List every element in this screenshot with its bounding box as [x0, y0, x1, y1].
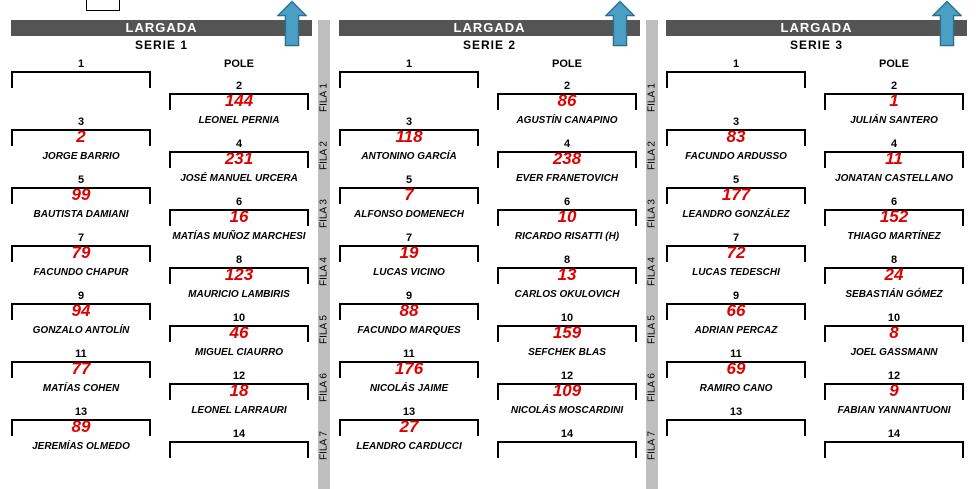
grid-position-label: 2: [235, 80, 243, 92]
fila-label-text: FILA 1: [646, 83, 658, 112]
car-number: 89: [71, 417, 91, 436]
driver-name: JORGE BARRIO: [42, 151, 120, 162]
car-number: 159: [552, 323, 582, 342]
grid-position-label: 3: [732, 116, 740, 128]
driver-name: FACUNDO MARQUES: [357, 325, 461, 336]
grid-position-label: 5: [77, 174, 85, 186]
grid-position-label: 2: [890, 80, 898, 92]
car-number: 66: [726, 301, 746, 320]
grid-slot: [169, 441, 309, 458]
car-number: 72: [726, 243, 746, 262]
grid-position-label: 3: [77, 116, 85, 128]
largada-header: LARGADA: [339, 20, 640, 36]
grid-position-label: 8: [563, 254, 571, 266]
driver-name: MIGUEL CIAURRO: [194, 347, 284, 358]
car-number: 69: [726, 359, 746, 378]
serie-1: [11, 0, 323, 489]
driver-name: JOEL GASSMANN: [850, 347, 938, 358]
car-number: 16: [229, 207, 249, 226]
fila-label-text: FILA 3: [318, 199, 330, 228]
serie-title: SERIE 2: [462, 38, 517, 52]
car-number: 94: [71, 301, 91, 320]
car-number: 83: [726, 127, 746, 146]
fila-label-text: FILA 5: [318, 315, 330, 344]
grid-position-label: 7: [77, 232, 85, 244]
fila-label-text: FILA 6: [318, 373, 330, 402]
driver-name: GONZALO ANTOLÍN: [32, 325, 130, 336]
grid-position-label: 11: [403, 348, 415, 360]
car-number: 79: [71, 243, 91, 262]
grid-position-label: 1: [732, 58, 740, 70]
driver-name: LEANDRO CARDUCCI: [356, 441, 462, 452]
serie-title: SERIE 1: [134, 38, 189, 52]
grid-position-label: 12: [887, 370, 901, 382]
car-number: 99: [71, 185, 91, 204]
car-number: 1: [889, 91, 899, 110]
grid-position-label: 6: [890, 196, 898, 208]
grid-slot: [497, 441, 637, 458]
car-number: 13: [557, 265, 577, 284]
fila-label: [646, 315, 658, 344]
fila-label: [646, 257, 658, 286]
grid-position-label: 4: [563, 138, 571, 150]
driver-name: ALFONSO DOMENECH: [354, 209, 464, 220]
driver-name: JOSÉ MANUEL URCERA: [180, 173, 298, 184]
grid-position-label: 13: [74, 406, 88, 418]
car-number: 231: [224, 149, 254, 168]
grid-position-label: 14: [560, 428, 574, 440]
fila-label-text: FILA 7: [646, 431, 658, 460]
car-number: 238: [552, 149, 582, 168]
fila-label-text: FILA 7: [318, 431, 330, 460]
grid-position-label: 6: [235, 196, 243, 208]
grid-position-label: 6: [563, 196, 571, 208]
up-arrow-icon: [277, 0, 307, 48]
car-number: 24: [884, 265, 904, 284]
driver-name: LEONEL LARRAURI: [191, 405, 287, 416]
grid-position-label: 1: [405, 58, 413, 70]
fila-label: [318, 315, 330, 344]
driver-name: JULIÁN SANTERO: [850, 115, 938, 126]
grid-position-label: 8: [890, 254, 898, 266]
car-number: 9: [889, 381, 899, 400]
grid-position-label: 14: [887, 428, 901, 440]
driver-name: LUCAS VICINO: [373, 267, 445, 278]
grid-slot: [339, 71, 479, 88]
grid-position-label: 12: [560, 370, 574, 382]
fila-label: [318, 83, 330, 112]
serie-title: SERIE 3: [789, 38, 844, 52]
fila-label: [646, 431, 658, 460]
fila-label-text: FILA 3: [646, 199, 658, 228]
fila-label-text: FILA 6: [646, 373, 658, 402]
pole-label: POLE: [552, 58, 582, 70]
fila-label: [318, 431, 330, 460]
car-number: 18: [229, 381, 249, 400]
driver-name: THIAGO MARTÍNEZ: [847, 231, 941, 242]
driver-name: SEBASTIÁN GÓMEZ: [845, 289, 943, 300]
car-number: 118: [395, 127, 423, 146]
grid-position-label: 7: [732, 232, 740, 244]
driver-name: RICARDO RISATTI (H): [514, 231, 620, 242]
grid-position-label: 11: [730, 348, 742, 360]
driver-name: LUCAS TEDESCHI: [692, 267, 780, 278]
serie-2: [339, 0, 651, 489]
grid-position-label: 13: [729, 406, 743, 418]
grid-position-label: 8: [235, 254, 243, 266]
car-number: 123: [224, 265, 254, 284]
fila-label: [318, 257, 330, 286]
car-number: 19: [399, 243, 419, 262]
car-number: 7: [404, 185, 414, 204]
car-number: 27: [399, 417, 419, 436]
grid-position-label: 10: [560, 312, 574, 324]
car-number: 46: [229, 323, 249, 342]
driver-name: ANTONINO GARCÍA: [361, 151, 457, 162]
serie-3: [666, 0, 976, 489]
up-arrow-icon: [932, 0, 962, 48]
car-number: 177: [721, 185, 751, 204]
grid-position-label: 13: [402, 406, 416, 418]
car-number: 10: [557, 207, 577, 226]
fila-label: [646, 83, 658, 112]
up-arrow-icon: [605, 0, 635, 48]
driver-name: NICOLÁS JAIME: [369, 383, 449, 394]
fila-label-text: FILA 5: [646, 315, 658, 344]
grid-position-label: 9: [732, 290, 740, 302]
car-number: 152: [879, 207, 909, 226]
driver-name: MAURICIO LAMBIRIS: [188, 289, 290, 300]
fila-label-text: FILA 4: [318, 257, 330, 286]
pole-label: POLE: [224, 58, 254, 70]
grid-position-label: 5: [405, 174, 413, 186]
grid-slot: [666, 71, 806, 88]
driver-name: SEFCHEK BLAS: [528, 347, 606, 358]
driver-name: LEONEL PERNIA: [198, 115, 280, 126]
fila-label: [318, 141, 330, 170]
driver-name: JONATAN CASTELLANO: [835, 173, 953, 184]
driver-name: MATÍAS COHEN: [42, 383, 120, 394]
driver-name: FABIAN YANNANTUONI: [837, 405, 951, 416]
grid-position-label: 9: [405, 290, 413, 302]
driver-name: BAUTISTA DAMIANI: [33, 209, 129, 220]
grid-slot: [824, 441, 964, 458]
largada-header: LARGADA: [666, 20, 967, 36]
fila-label: [646, 199, 658, 228]
fila-label-text: FILA 2: [646, 141, 658, 170]
car-number: 8: [889, 323, 899, 342]
fila-label: [646, 141, 658, 170]
driver-name: JEREMÍAS OLMEDO: [32, 441, 130, 452]
grid-position-label: 14: [232, 428, 246, 440]
pole-label: POLE: [879, 58, 909, 70]
car-number: 109: [552, 381, 582, 400]
grid-position-label: 2: [563, 80, 571, 92]
grid-position-label: 10: [887, 312, 901, 324]
grid-position-label: 11: [75, 348, 87, 360]
fila-label-text: FILA 2: [318, 141, 330, 170]
driver-name: FACUNDO ARDUSSO: [685, 151, 787, 162]
car-number: 176: [394, 359, 424, 378]
driver-name: FACUNDO CHAPUR: [33, 267, 129, 278]
fila-label-text: FILA 4: [646, 257, 658, 286]
grid-position-label: 4: [890, 138, 898, 150]
fila-label: [646, 373, 658, 402]
fila-label-text: FILA 1: [318, 83, 330, 112]
fila-label: [318, 199, 330, 228]
driver-name: EVER FRANETOVICH: [515, 173, 619, 184]
driver-name: RAMIRO CANO: [699, 383, 773, 394]
car-number: 86: [557, 91, 577, 110]
driver-name: MATÍAS MUÑOZ MARCHESI: [172, 231, 306, 242]
car-number: 144: [224, 91, 254, 110]
grid-position-label: 7: [405, 232, 413, 244]
car-number: 77: [71, 359, 91, 378]
largada-header: LARGADA: [11, 20, 312, 36]
grid-position-label: 3: [405, 116, 413, 128]
grid-position-label: 5: [732, 174, 740, 186]
driver-name: AGUSTÍN CANAPINO: [516, 115, 618, 126]
car-number: 2: [76, 127, 86, 146]
car-number: 88: [399, 301, 419, 320]
driver-name: NICOLÁS MOSCARDINI: [510, 405, 624, 416]
driver-name: LEANDRO GONZÁLEZ: [682, 209, 790, 220]
grid-position-label: 4: [235, 138, 243, 150]
grid-position-label: 9: [77, 290, 85, 302]
fila-label: [318, 373, 330, 402]
car-number: 11: [885, 149, 903, 168]
driver-name: ADRIAN PERCAZ: [694, 325, 778, 336]
grid-slot: [11, 71, 151, 88]
grid-position-label: 10: [232, 312, 246, 324]
grid-slot: [666, 419, 806, 436]
grid-position-label: 1: [77, 58, 85, 70]
driver-name: CARLOS OKULOVICH: [514, 289, 620, 300]
grid-position-label: 12: [232, 370, 246, 382]
